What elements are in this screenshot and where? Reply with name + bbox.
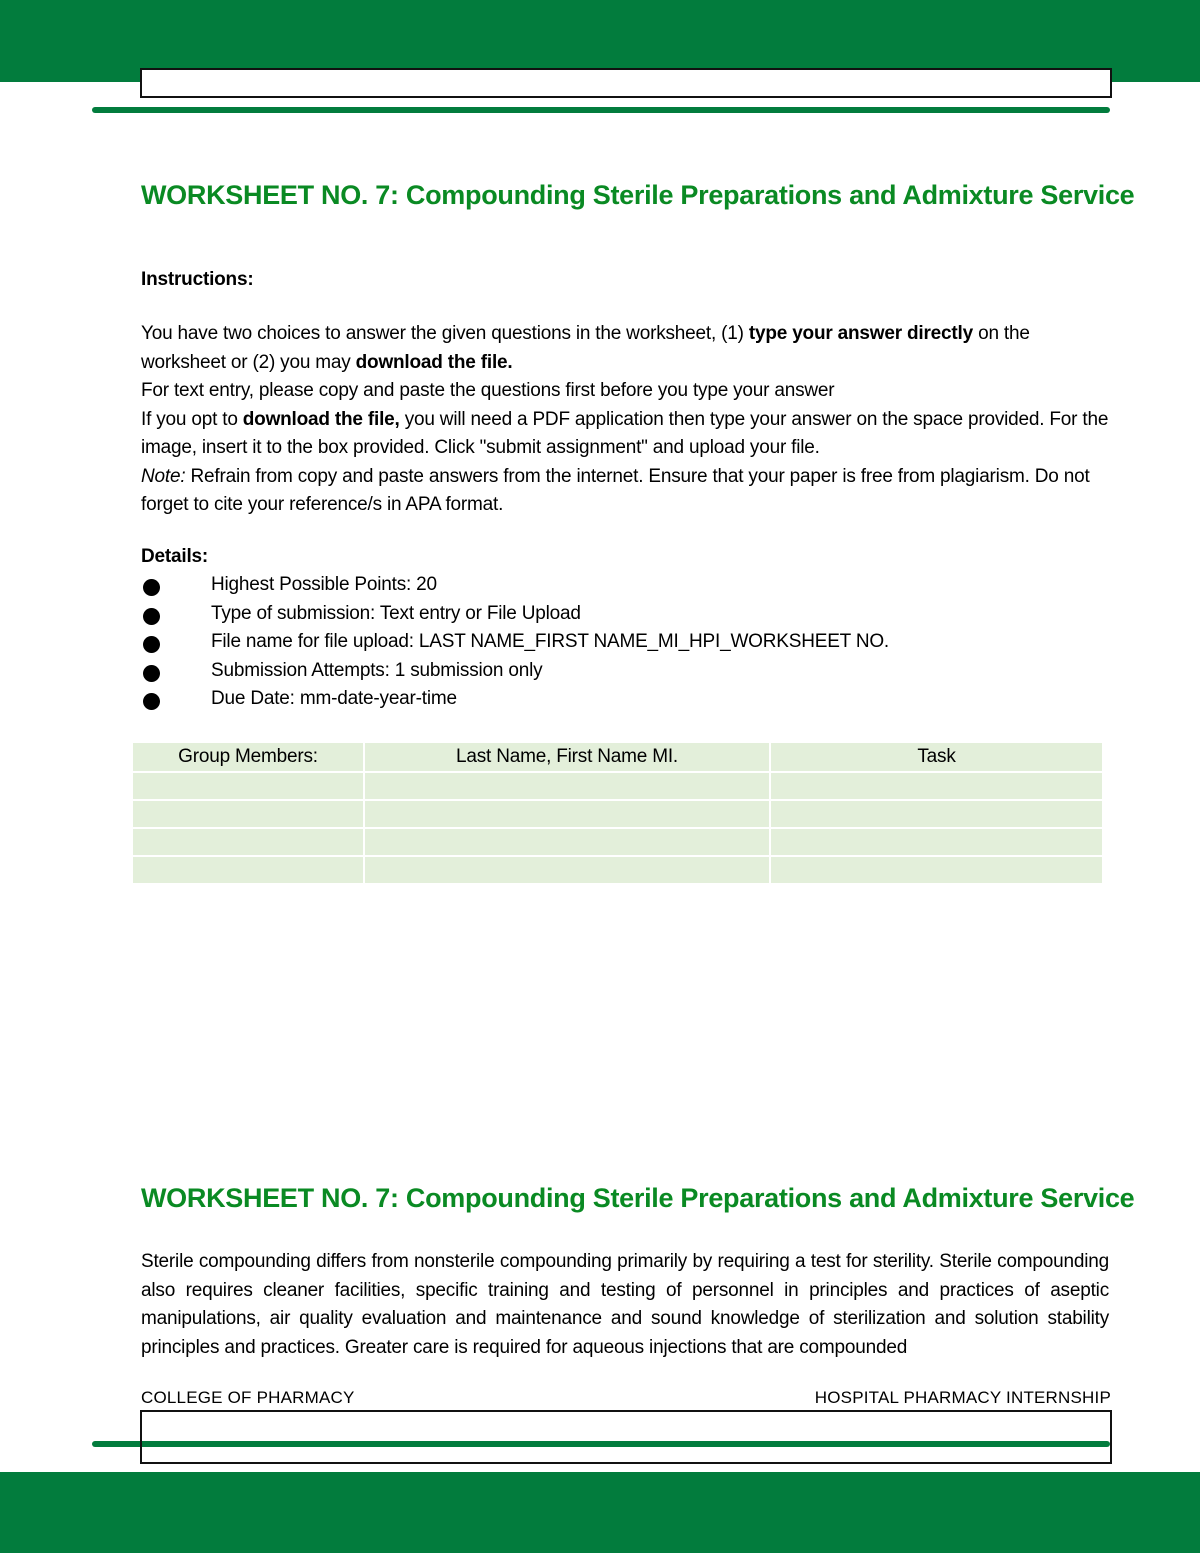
worksheet-title: WORKSHEET NO. 7: Compounding Sterile Preparations and Admixture Service (141, 180, 1135, 210)
list-item (141, 628, 1101, 657)
details-list (141, 571, 1101, 714)
column-header: Task (770, 742, 1103, 772)
table-cell[interactable] (770, 856, 1103, 884)
instructions-text: If you opt to (141, 408, 243, 430)
instructions-paragraph (141, 320, 1116, 520)
table-cell[interactable] (364, 828, 770, 856)
section-title: WORKSHEET NO. 7: Compounding Sterile Preparations and Admixture Service (141, 1183, 1135, 1213)
table-cell[interactable] (770, 800, 1103, 828)
detail-text: File name for file upload: LAST NAME_FIRST NAME_MI_HPI_WORKSHEET NO. (211, 631, 890, 652)
instructions-emphasis: download the file, (242, 408, 400, 430)
bullet-icon (143, 608, 160, 625)
table-cell[interactable] (132, 800, 364, 828)
instructions-text: You have two choices to answer the given questions in the worksheet, (1) (141, 323, 749, 344)
group-members-table (131, 741, 1104, 885)
instructions-heading: Instructions: (141, 269, 254, 290)
list-item (141, 600, 1101, 629)
table-cell[interactable] (132, 828, 364, 856)
table-row (132, 856, 1103, 884)
details-heading: Details: (141, 546, 209, 567)
detail-text: Due Date: mm-date-year-time (211, 688, 457, 709)
footer-band (0, 1472, 1200, 1553)
table-row (132, 772, 1103, 800)
note-text: Refrain from copy and paste answers from the internet. Ensure that your paper is free from plagiarism. Do not forget to cite your reference/s in APA format. (141, 465, 1090, 515)
detail-text: Highest Possible Points: 20 (211, 574, 437, 595)
table-row (132, 828, 1103, 856)
list-item (141, 685, 1101, 714)
list-item (141, 571, 1101, 600)
instructions-emphasis: download the file. (355, 351, 513, 373)
bullet-icon (143, 579, 160, 596)
bullet-icon (143, 665, 160, 682)
detail-text: Type of submission: Text entry or File Upload (211, 602, 581, 624)
instructions-text: For text entry, please copy and paste the questions first before you type your answer (141, 380, 835, 401)
header-rule (92, 107, 1110, 113)
table-cell[interactable] (132, 856, 364, 884)
table-cell[interactable] (132, 772, 364, 800)
column-header: Last Name, First Name MI. (364, 742, 770, 772)
instructions-emphasis: type your answer directly (748, 323, 973, 344)
header-frame-box (140, 68, 1112, 98)
detail-text: Submission Attempts: 1 submission only (211, 659, 543, 681)
table-cell[interactable] (770, 772, 1103, 800)
column-header: Group Members: (132, 742, 364, 772)
table-cell[interactable] (364, 800, 770, 828)
instructions-text: you will need a PDF application then type your answer on the space provided. For the image, insert it to the box provided. Click "submit assignment" and upload your file. (141, 408, 1109, 458)
bullet-icon (143, 636, 160, 653)
list-item (141, 657, 1101, 686)
note-label: Note: (141, 465, 186, 487)
instructions-text: on the worksheet or (2) you may (141, 323, 1030, 373)
table-header-row (132, 742, 1103, 772)
table-cell[interactable] (364, 856, 770, 884)
table-row (132, 800, 1103, 828)
table-cell[interactable] (770, 828, 1103, 856)
footer-program: HOSPITAL PHARMACY INTERNSHIP (814, 1388, 1111, 1407)
sterile-compounding-paragraph: Sterile compounding differs from nonsterile compounding primarily by requiring a test for sterility. Sterile compounding also requires cleaner facilities, specific training and testing of personnel in principles and practices of aseptic manipulations, air quality evaluation and maintenance and sound knowledge of sterilization and solution stability principles and practices. Greater care is required for aqueous injections that are compounded (141, 1251, 1109, 1358)
footer-college: COLLEGE OF PHARMACY (141, 1388, 355, 1407)
bullet-icon (143, 693, 160, 710)
table-cell[interactable] (364, 772, 770, 800)
footer-frame-box (140, 1410, 1112, 1464)
